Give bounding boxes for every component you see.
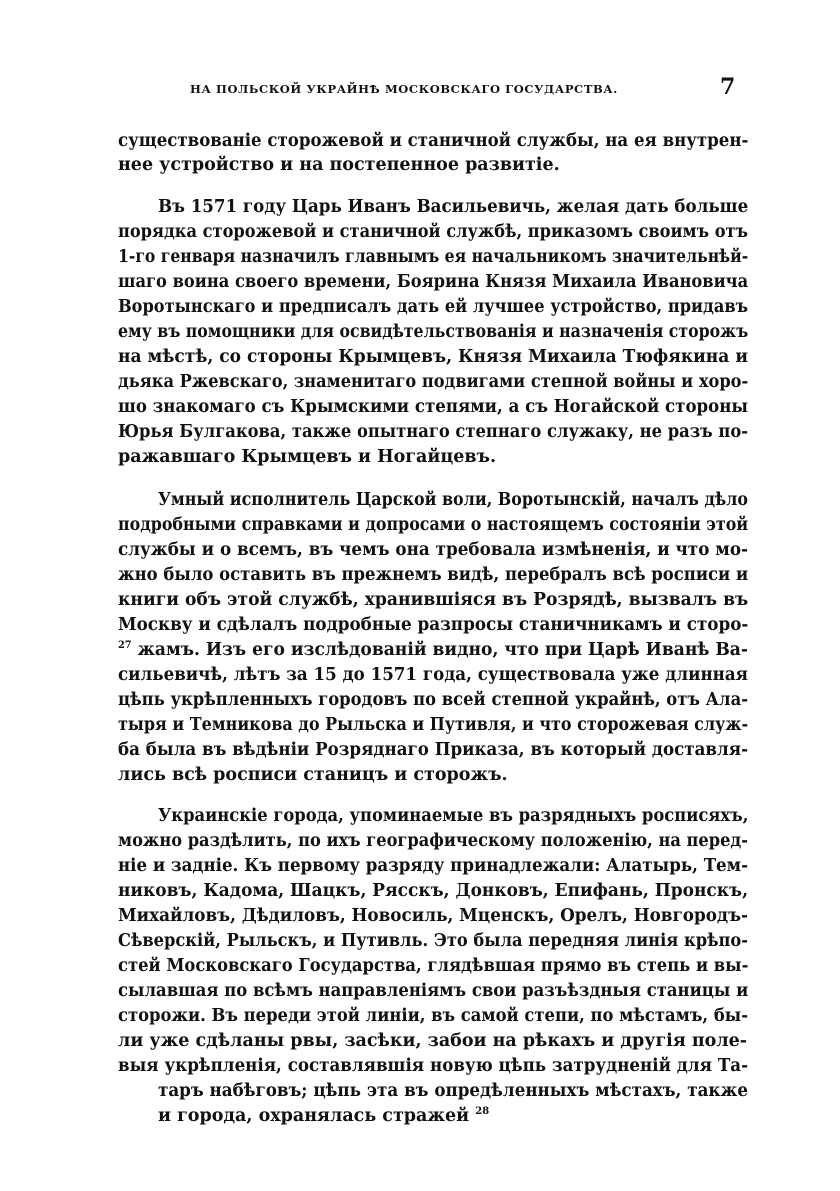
text-line: ражавшаго Крымцевъ и Ногайцевъ. [118, 447, 497, 467]
text-line: ба была въ вѣдѣніи Розряднаго Приказа, въ который доставля- [118, 740, 748, 760]
text-line: сылавшая по всѣмъ направленіямъ свои разъѣздныя станицы и [118, 981, 749, 1001]
text-line: таръ набѣговъ; цѣпь эта въ опредѣленныхъ мѣстахъ, также [158, 1081, 748, 1101]
text-line: Въ 1571 году Царь Иванъ Васильевичь, желая дать больше [158, 197, 749, 217]
text-line: никовъ, Кадома, Шацкъ, Рясскъ, Донковъ, Епифань, Пронскъ, [118, 881, 748, 901]
text-line: ли уже сдѣланы рвы, засѣки, забои на рѣкахъ и другія поле- [118, 1031, 748, 1051]
text-line: Сѣверскій, Рыльскъ, и Путивль. Это была передняя линія крѣпо- [118, 931, 748, 951]
text-line: Украинскіе города, упоминаемые въ разрядныхъ росписяхъ, [158, 806, 749, 826]
text-line: жамъ. Изъ его изслѣдованій видно, что при Царѣ Иванѣ Ва- [137, 640, 749, 660]
running-head: НА ПОЛЬСКОЙ УКРАЙНѢ МОСКОВСКАГО ГОСУДАРСТВА. [190, 82, 618, 96]
text-line: службы и о всемъ, въ чемъ она требовала измѣненія, и что мо- [118, 540, 748, 560]
text-line: лись всѣ росписи станицъ и сторожъ. [118, 765, 508, 785]
footnote-ref: 27 [118, 640, 132, 652]
text-line-with-footnote [118, 642, 748, 660]
text-line: выя укрѣпленія, составлявшія новую цѣпь затрудненій для Та- [118, 1056, 748, 1076]
text-line: тыря и Темникова до Рыльска и Путивля, и что сторожевая служ- [118, 715, 749, 735]
text-line: подробными справками и допросами о настоящемъ состояніи этой [118, 515, 749, 535]
text-line: можно раздѣлить, по ихъ географическому положенію, на перед- [118, 831, 748, 851]
text-line: дьяка Ржевскаго, знаменитаго подвигами степной войны и хоро- [118, 372, 749, 392]
text-line: сильевичѣ, лѣтъ за 15 до 1571 года, существовала уже длинная [118, 665, 748, 685]
footnote-ref: 28 [475, 1106, 490, 1118]
text-line: ему въ помощники для освидѣтельствованія и назначенія сторожъ [118, 322, 749, 342]
text-line: Воротынскаго и предписалъ дать ей лучшее устройство, придавъ [118, 297, 748, 317]
text-line: цѣпь укрѣпленныхъ городовъ по всей степной украйнѣ, отъ Ала- [118, 690, 748, 710]
page-number: 7 [720, 74, 736, 100]
text-line: 1-го генваря назначилъ главнымъ ея начальникомъ значительнѣй- [118, 247, 749, 267]
text-line: шо знакомаго съ Крымскими степями, а съ Ногайской стороны [118, 397, 748, 417]
text-line: Москву и сдѣлалъ подробные разпросы станичникамъ и сторо- [118, 615, 749, 635]
text-line: жно было оставить въ прежнемъ видѣ, перебралъ всѣ росписи и [118, 565, 749, 585]
text-line: и города, охранялась стражей [158, 1106, 470, 1126]
text-line: стей Московскаго Государства, глядѣвшая прямо въ степь и вы- [118, 956, 749, 976]
text-line: нее устройство и на постепенное развитіе. [118, 155, 560, 175]
text-line-with-footnote [118, 617, 748, 635]
text-line: Михайловъ, Дѣдиловъ, Новосиль, Мценскъ, Орелъ, Новгородъ- [118, 906, 748, 926]
text-line: Умный исполнитель Царской воли, Воротынскій, началъ дѣло [158, 490, 749, 510]
text-line: порядка сторожевой и станичной службѣ, приказомъ своимъ отъ [118, 222, 748, 242]
text-line: существованіе сторожевой и станичной службы, на ея внутрен- [118, 131, 749, 151]
text-line-with-footnote [158, 1108, 489, 1126]
text-line: книги объ этой службѣ, хранившіяся въ Розрядѣ, вызвалъ въ [118, 590, 749, 610]
text-line: Юрья Булгакова, также опытнаго степнаго служаку, не разъ по- [118, 422, 748, 442]
text-line: ніе и задніе. Къ первому разряду принадлежали: Алатырь, Тем- [118, 856, 748, 876]
text-line: шаго воина своего времени, Боярина Князя Михаила Ивановича [118, 272, 749, 292]
text-line: на мѣстѣ, со стороны Крымцевъ, Князя Михаила Тюфякина и [118, 347, 748, 367]
text-line: сторожи. Въ переди этой линіи, въ самой степи, по мѣстамъ, бы- [118, 1006, 748, 1026]
